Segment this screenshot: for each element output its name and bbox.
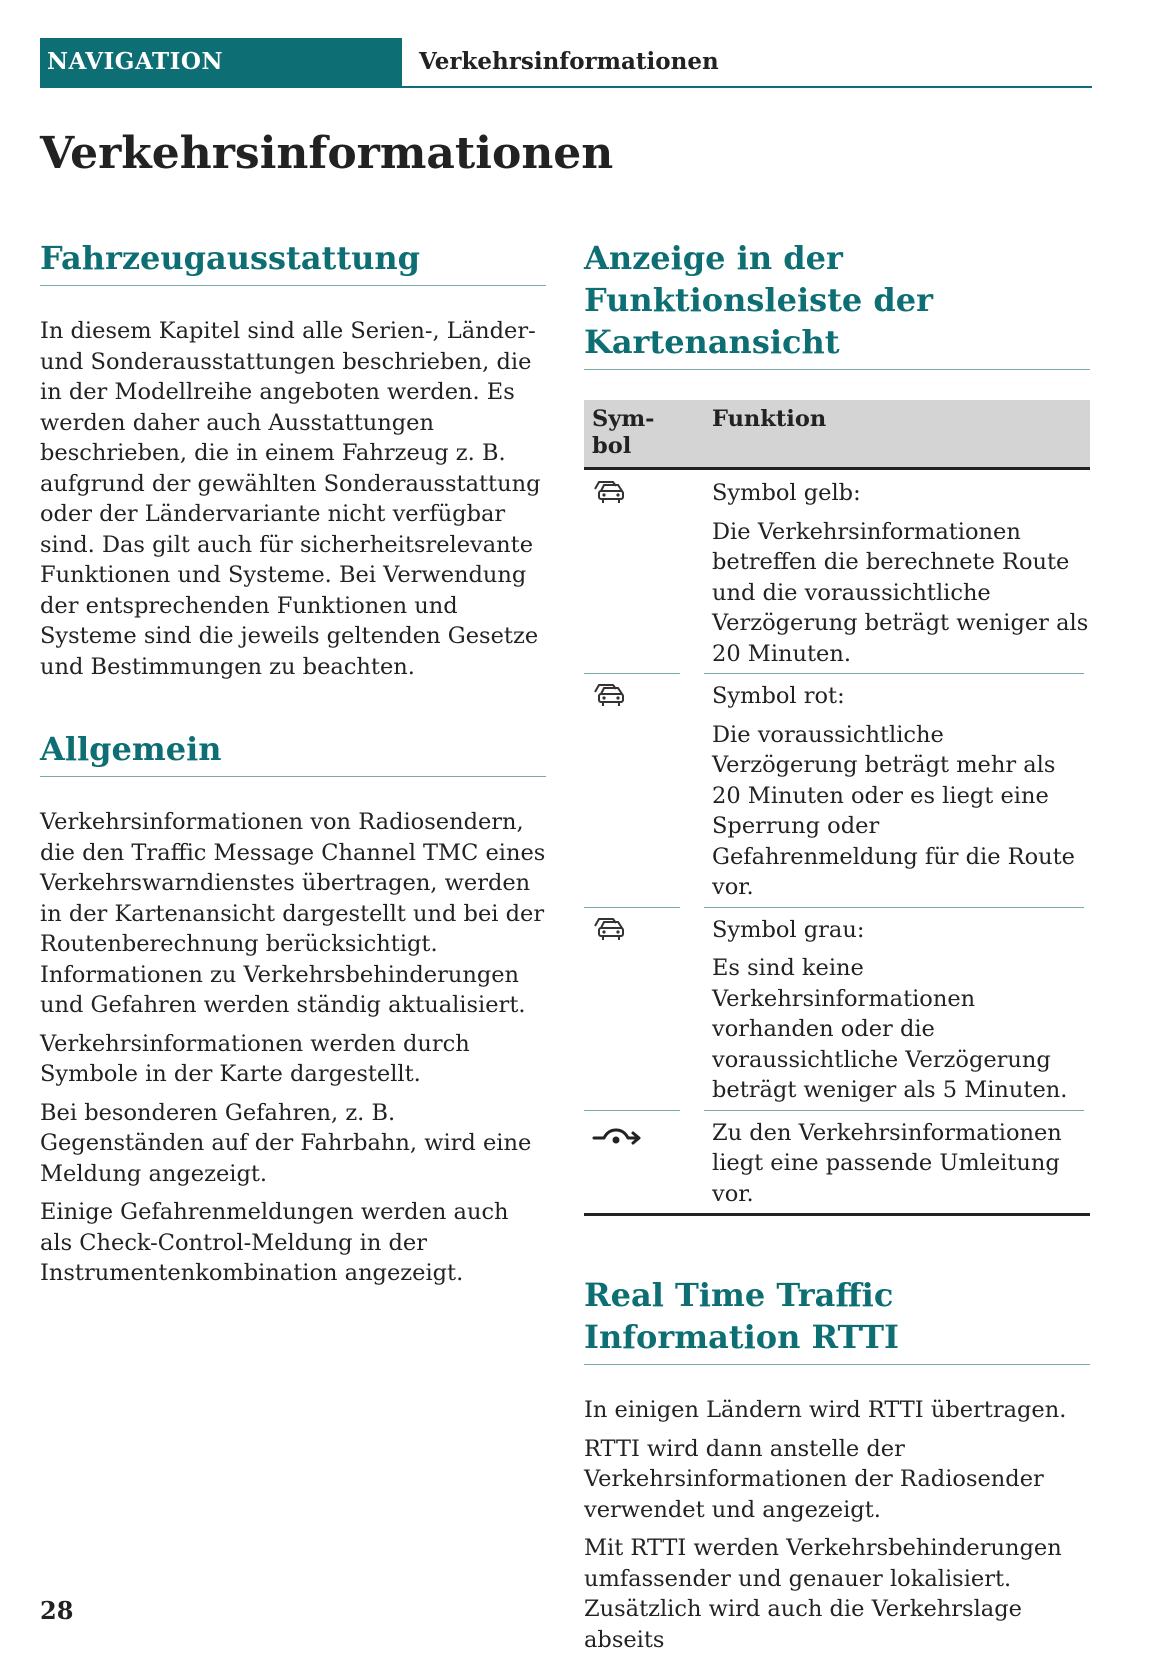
- anzeige-heading: Anzeige in der Funktionsleiste der Kartenansicht: [584, 237, 1090, 370]
- table-row: [584, 907, 1090, 1110]
- page-number: 28: [40, 1596, 74, 1625]
- running-header: [40, 38, 1092, 88]
- row-text: Die Verkehrsinformationen betreffen die berechnete Route und die voraussichtliche Verzögerung beträgt weniger als 20 Minuten.: [712, 518, 1089, 667]
- symbol-table: [584, 400, 1090, 1216]
- allgemein-paragraph: Bei besonderen Gefahren, z. B. Gegenständen auf der Fahrbahn, wird eine Meldung angezeigt.: [40, 1099, 532, 1187]
- right-column: [584, 237, 1090, 1663]
- table-row: [584, 673, 1090, 907]
- column-header-function: Funktion: [712, 406, 827, 432]
- running-title: Verkehrsinformationen: [419, 48, 719, 75]
- allgemein-paragraph: Einige Gefahrenmeldungen werden auch als Check-Control-Meldung in der Instrumentenkombination angezeigt.: [40, 1199, 509, 1286]
- page-title: Verkehrsinformationen: [40, 128, 614, 179]
- rtti-paragraph: RTTI wird dann anstelle der Verkehrsinformationen der Radiosender verwendet und angezeigt.: [584, 1435, 1044, 1523]
- rtti-heading: Real Time Traffic Information RTTI: [584, 1274, 1090, 1365]
- table-row: [584, 470, 1090, 673]
- traffic-car-icon: [592, 683, 704, 709]
- traffic-car-icon: [592, 917, 704, 943]
- row-text: Die voraussichtliche Verzögerung beträgt mehr als 20 Minuten oder es liegt eine Sperrung oder Gefahrenmeldung für die Route vor.: [712, 721, 1075, 900]
- detour-icon: [592, 1120, 704, 1146]
- allgemein-paragraph: Verkehrsinformationen werden durch Symbole in der Karte dargestellt.: [40, 1030, 470, 1087]
- row-title: Symbol rot:: [712, 683, 845, 709]
- rtti-paragraph: Mit RTTI werden Verkehrsbehinderungen umfassender und genauer lokalisiert. Zusätzlich wird auch die Verkehrslage abseits: [584, 1535, 1062, 1653]
- table-row: [584, 1110, 1090, 1214]
- traffic-car-icon: [592, 480, 704, 506]
- section-tab: NAVIGATION: [40, 38, 402, 86]
- column-header-symbol: Sym- bol: [592, 406, 655, 459]
- left-column: [40, 237, 546, 1297]
- table-header: [584, 400, 1090, 470]
- row-title: Symbol gelb:: [712, 480, 861, 506]
- allgemein-heading: Allgemein: [40, 728, 546, 777]
- fahrzeugausstattung-text: In diesem Kapitel sind alle Serien-, Länder- und Sonderausstattungen beschrieben, die in der Modellreihe angeboten werden. Es werden daher auch Ausstattungen beschrieben, die in einem Fahrzeug z. B. aufgrund der gewählten Sonderausstattung oder der Ländervariante nicht verfügbar sind. Das gilt auch für sicherheitsrelevante Funktionen und Systeme. Bei Verwendung der entsprechenden Funktionen und Systeme sind die jeweils geltenden Gesetze und Bestimmungen zu beachten.: [40, 318, 541, 680]
- row-title: Symbol grau:: [712, 916, 865, 943]
- row-text: Es sind keine Verkehrsinformationen vorhanden oder die voraussichtliche Verzögerung beträgt weniger als 5 Minuten.: [712, 955, 1068, 1103]
- allgemein-paragraph: Verkehrsinformationen von Radiosendern, die den Traffic Message Channel TMC eines Verkehrswarndienstes übertragen, werden in der Kartenansicht dargestellt und bei der Routenberechnung berücksichtigt. Informationen zu Verkehrsbehinderungen und Gefahren werden ständig aktualisiert.: [40, 809, 546, 1018]
- rtti-paragraph: In einigen Ländern wird RTTI übertragen.: [584, 1397, 1067, 1423]
- row-text: Zu den Verkehrsinformationen liegt eine passende Umleitung vor.: [712, 1119, 1062, 1207]
- fahrzeugausstattung-heading: Fahrzeugausstattung: [40, 237, 546, 286]
